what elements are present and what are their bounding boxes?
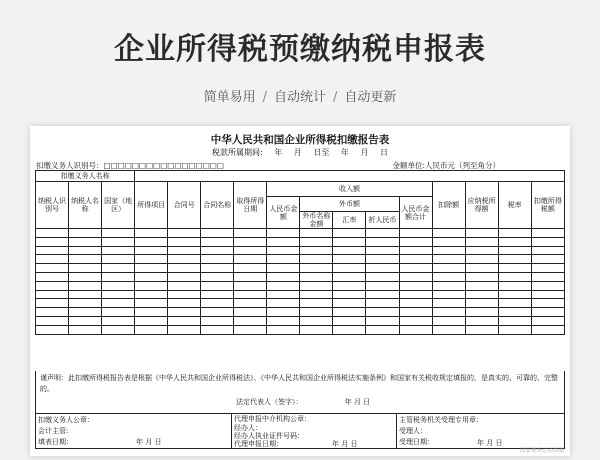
table-cell[interactable] — [201, 317, 234, 326]
table-cell[interactable] — [432, 281, 465, 290]
table-cell[interactable] — [531, 317, 564, 326]
amount-unit: 金额单位:人民币元（列至角分） — [392, 161, 500, 170]
table-cell[interactable] — [267, 325, 300, 334]
table-cell[interactable] — [201, 299, 234, 308]
legal-rep-line — [236, 397, 370, 407]
table-cell[interactable] — [432, 246, 465, 255]
table-cell[interactable] — [300, 246, 333, 255]
table-cell[interactable] — [300, 290, 333, 299]
table-row — [36, 299, 565, 308]
table-cell[interactable] — [201, 246, 234, 255]
table-cell[interactable] — [234, 281, 267, 290]
table-cell[interactable] — [333, 325, 366, 334]
declaration-text: 谨声明：此扣缴所得税报告表是根据《中华人民共和国企业所得税法》、《中华人民共和国企业所得税法实施条例》和国家有关税收规定填报的，是真实的、可靠的、完整的。 — [40, 374, 558, 393]
table-cell[interactable] — [432, 264, 465, 273]
table-cell[interactable] — [36, 255, 69, 264]
table-cell[interactable] — [234, 273, 267, 282]
table-cell[interactable] — [267, 317, 300, 326]
table-cell[interactable] — [267, 264, 300, 273]
table-cell[interactable] — [531, 325, 564, 334]
agent-name-label: 扣缴义务人名称 — [36, 171, 135, 182]
feature-easy: 简单易用 — [203, 90, 256, 105]
table-cell[interactable] — [498, 237, 531, 246]
table-cell[interactable] — [201, 290, 234, 299]
table-cell[interactable] — [36, 246, 69, 255]
form-title: 中华人民共和国企业所得税扣缴报告表 — [210, 134, 390, 146]
table-cell[interactable] — [36, 317, 69, 326]
agent-id-field: 扣缴义务人识别号：□□□□□□□□□□□□□□□□□ — [36, 161, 224, 170]
table-cell[interactable] — [168, 317, 201, 326]
table-cell[interactable] — [399, 308, 432, 317]
table-cell[interactable] — [201, 237, 234, 246]
table-cell[interactable] — [366, 246, 399, 255]
col-deduction: 扣除额 — [432, 182, 465, 229]
table-cell[interactable] — [135, 237, 168, 246]
table-cell[interactable] — [168, 246, 201, 255]
table-cell[interactable] — [36, 229, 69, 238]
table-cell[interactable] — [333, 290, 366, 299]
table-cell[interactable] — [168, 308, 201, 317]
table-cell[interactable] — [498, 317, 531, 326]
table-cell[interactable] — [399, 299, 432, 308]
table-cell[interactable] — [267, 290, 300, 299]
table-cell[interactable] — [366, 237, 399, 246]
table-cell[interactable] — [135, 290, 168, 299]
table-cell[interactable] — [531, 281, 564, 290]
table-cell[interactable] — [102, 229, 135, 238]
agency-sign-block — [231, 414, 396, 449]
footer-signatures — [35, 414, 565, 449]
feature-auto-stats: 自动统计 — [273, 90, 326, 105]
table-cell[interactable] — [366, 273, 399, 282]
table-cell[interactable] — [36, 325, 69, 334]
table-cell[interactable] — [399, 317, 432, 326]
table-cell[interactable] — [399, 229, 432, 238]
table-cell[interactable] — [267, 281, 300, 290]
table-row — [36, 237, 565, 246]
table-cell[interactable] — [69, 273, 102, 282]
table-cell[interactable] — [135, 273, 168, 282]
table-cell[interactable] — [300, 281, 333, 290]
table-cell[interactable] — [531, 290, 564, 299]
table-cell[interactable] — [465, 281, 498, 290]
col-exchange-rate: 汇率 — [333, 212, 366, 229]
table-cell[interactable] — [267, 255, 300, 264]
table-cell[interactable] — [531, 308, 564, 317]
legal-rep-date: 年 月 日 — [344, 398, 371, 406]
table-cell[interactable] — [135, 317, 168, 326]
table-cell[interactable] — [333, 264, 366, 273]
table-cell[interactable] — [234, 264, 267, 273]
table-cell[interactable] — [300, 317, 333, 326]
table-cell[interactable] — [465, 273, 498, 282]
table-cell[interactable] — [531, 237, 564, 246]
agency-seal-label: 代理申报中介机构公章： — [234, 415, 311, 423]
table-cell[interactable] — [135, 308, 168, 317]
table-cell[interactable] — [399, 325, 432, 334]
table-row — [36, 273, 565, 282]
table-cell[interactable] — [102, 273, 135, 282]
table-cell[interactable] — [102, 325, 135, 334]
col-income-item: 所得项目 — [135, 182, 168, 229]
table-cell[interactable] — [102, 299, 135, 308]
col-taxable-income: 应纳税所得额 — [465, 182, 498, 229]
table-cell[interactable] — [531, 255, 564, 264]
table-cell[interactable] — [168, 237, 201, 246]
table-cell[interactable] — [366, 281, 399, 290]
table-cell[interactable] — [432, 273, 465, 282]
table-cell[interactable] — [300, 229, 333, 238]
table-cell[interactable] — [135, 246, 168, 255]
col-contract-name: 合同名称 — [201, 182, 234, 229]
table-cell[interactable] — [366, 229, 399, 238]
table-cell[interactable] — [69, 308, 102, 317]
table-cell[interactable] — [201, 264, 234, 273]
table-cell[interactable] — [234, 246, 267, 255]
table-cell[interactable] — [69, 246, 102, 255]
table-body — [36, 229, 565, 335]
table-cell[interactable] — [333, 273, 366, 282]
table-row — [36, 229, 565, 238]
table-cell[interactable] — [267, 246, 300, 255]
period-day-to: 日至 — [313, 148, 330, 157]
table-row — [36, 264, 565, 273]
table-cell[interactable] — [300, 237, 333, 246]
tax-office-seal-label: 主管税务机关受理专用章： — [399, 416, 483, 424]
table-cell[interactable] — [135, 255, 168, 264]
table-cell[interactable] — [333, 299, 366, 308]
table-cell[interactable] — [69, 325, 102, 334]
table-cell[interactable] — [201, 255, 234, 264]
table-cell[interactable] — [498, 246, 531, 255]
table-cell[interactable] — [201, 273, 234, 282]
table-cell[interactable] — [135, 229, 168, 238]
col-tax-rate: 税率 — [498, 182, 531, 229]
table-cell[interactable] — [102, 281, 135, 290]
table-cell[interactable] — [201, 308, 234, 317]
table-cell[interactable] — [300, 325, 333, 334]
table-cell[interactable] — [36, 237, 69, 246]
col-country: 国家（地区） — [102, 182, 135, 229]
period-month-2: 月 — [360, 148, 369, 157]
table-cell[interactable] — [465, 308, 498, 317]
table-cell[interactable] — [399, 237, 432, 246]
table-cell[interactable] — [498, 264, 531, 273]
period-year-2: 年 — [340, 148, 349, 157]
table-cell[interactable] — [36, 308, 69, 317]
table-cell[interactable] — [201, 325, 234, 334]
table-cell[interactable] — [498, 308, 531, 317]
feature-auto-update: 自动更新 — [344, 90, 397, 105]
receive-date-value: 年 月 日 — [477, 439, 503, 447]
form-sheet — [30, 126, 570, 456]
table-cell[interactable] — [366, 325, 399, 334]
accountant-label: 会计主管: — [38, 427, 69, 435]
tax-period — [30, 147, 570, 158]
table-cell[interactable] — [168, 264, 201, 273]
table-cell[interactable] — [465, 264, 498, 273]
table-cell[interactable] — [69, 264, 102, 273]
table-cell[interactable] — [102, 264, 135, 273]
legal-rep-label: 法定代表人（签字）： — [236, 398, 303, 406]
fill-date-label: 填表日期： — [38, 438, 73, 446]
table-cell[interactable] — [168, 229, 201, 238]
table-cell[interactable] — [234, 308, 267, 317]
col-taxpayer-id: 纳税人识别号 — [36, 182, 69, 229]
col-rmb-total: 人民币金额合计 — [399, 197, 432, 229]
table-cell[interactable] — [102, 255, 135, 264]
table-row — [36, 246, 565, 255]
table-cell[interactable] — [69, 281, 102, 290]
table-cell[interactable] — [366, 299, 399, 308]
table-cell[interactable] — [36, 273, 69, 282]
col-taxpayer-name: 纳税人名称 — [69, 182, 102, 229]
table-cell[interactable] — [498, 229, 531, 238]
table-cell[interactable] — [135, 281, 168, 290]
table-cell[interactable] — [531, 246, 564, 255]
table-cell[interactable] — [69, 229, 102, 238]
table-cell[interactable] — [366, 255, 399, 264]
table-cell[interactable] — [201, 229, 234, 238]
table-cell[interactable] — [531, 229, 564, 238]
table-cell[interactable] — [498, 255, 531, 264]
receiver-label: 受理人： — [399, 427, 427, 435]
table-cell[interactable] — [333, 229, 366, 238]
table-cell[interactable] — [531, 299, 564, 308]
table-cell[interactable] — [366, 317, 399, 326]
table-cell[interactable] — [168, 281, 201, 290]
table-cell[interactable] — [531, 273, 564, 282]
table-cell[interactable] — [267, 299, 300, 308]
table-cell[interactable] — [399, 255, 432, 264]
agent-name-value[interactable] — [135, 171, 565, 182]
table-cell[interactable] — [432, 317, 465, 326]
table-cell[interactable] — [498, 273, 531, 282]
table-cell[interactable] — [498, 290, 531, 299]
table-cell[interactable] — [465, 246, 498, 255]
table-cell[interactable] — [432, 290, 465, 299]
table-row — [36, 317, 565, 326]
table-cell[interactable] — [267, 229, 300, 238]
table-cell[interactable] — [432, 237, 465, 246]
table-cell[interactable] — [300, 299, 333, 308]
table-cell[interactable] — [36, 281, 69, 290]
handler-label: 经办人： — [234, 424, 262, 432]
table-cell[interactable] — [399, 290, 432, 299]
table-cell[interactable] — [300, 264, 333, 273]
table-row — [36, 255, 565, 264]
table-cell[interactable] — [465, 299, 498, 308]
table-cell[interactable] — [333, 255, 366, 264]
tax-office-block — [396, 414, 566, 449]
col-withheld-tax: 扣缴所得税额 — [531, 182, 564, 229]
table-cell[interactable] — [399, 246, 432, 255]
table-cell[interactable] — [135, 325, 168, 334]
table-cell[interactable] — [102, 246, 135, 255]
agency-date-value: 年 月 日 — [332, 440, 358, 448]
table-cell[interactable] — [399, 281, 432, 290]
table-cell[interactable] — [234, 325, 267, 334]
table-cell[interactable] — [300, 255, 333, 264]
table-cell[interactable] — [399, 273, 432, 282]
table-cell[interactable] — [432, 255, 465, 264]
period-month: 月 — [293, 148, 302, 157]
table-cell[interactable] — [135, 299, 168, 308]
table-cell[interactable] — [300, 308, 333, 317]
table-cell[interactable] — [498, 325, 531, 334]
period-day-2: 日 — [379, 148, 388, 157]
table-cell[interactable] — [69, 317, 102, 326]
col-contract-no: 合同号 — [168, 182, 201, 229]
tax-period-label: 税款所属期间: — [212, 148, 263, 157]
table-cell[interactable] — [465, 255, 498, 264]
table-cell[interactable] — [36, 299, 69, 308]
table-cell[interactable] — [168, 290, 201, 299]
agent-sign-block — [36, 414, 231, 449]
table-cell[interactable] — [531, 264, 564, 273]
col-foreign-currency: 外币额 — [300, 197, 399, 212]
table-cell[interactable] — [69, 299, 102, 308]
table-cell[interactable] — [399, 264, 432, 273]
table-cell[interactable] — [465, 325, 498, 334]
table-cell[interactable] — [234, 255, 267, 264]
table-cell[interactable] — [168, 273, 201, 282]
table-cell[interactable] — [465, 290, 498, 299]
table-cell[interactable] — [333, 281, 366, 290]
feature-tagline — [0, 86, 600, 105]
table-cell[interactable] — [267, 273, 300, 282]
table-cell[interactable] — [333, 237, 366, 246]
table-cell[interactable] — [465, 229, 498, 238]
separator: / — [262, 90, 267, 105]
table-cell[interactable] — [465, 317, 498, 326]
watermark: 国家税务总局监制 — [519, 448, 564, 454]
table-cell[interactable] — [201, 281, 234, 290]
table-cell[interactable] — [333, 308, 366, 317]
handler-cert-label: 经办人执业证件号码： — [234, 432, 304, 440]
agency-date-label: 代理申报日期： — [234, 440, 283, 448]
table-cell[interactable] — [432, 325, 465, 334]
table-cell[interactable] — [498, 299, 531, 308]
table-cell[interactable] — [69, 290, 102, 299]
table-cell[interactable] — [168, 299, 201, 308]
table-cell[interactable] — [333, 317, 366, 326]
table-row — [36, 308, 565, 317]
period-year: 年 — [274, 148, 283, 157]
table-cell[interactable] — [69, 255, 102, 264]
table-cell[interactable] — [465, 237, 498, 246]
table-cell[interactable] — [168, 325, 201, 334]
col-foreign-amount: 外币名称金额 — [300, 212, 333, 229]
table-cell[interactable] — [498, 281, 531, 290]
declaration-box — [35, 371, 565, 414]
withholding-table — [35, 170, 565, 335]
table-cell[interactable] — [102, 290, 135, 299]
table-cell[interactable] — [234, 290, 267, 299]
table-cell[interactable] — [69, 237, 102, 246]
table-cell[interactable] — [333, 246, 366, 255]
page-title: 企业所得税预缴纳税申报表 — [114, 32, 486, 67]
table-cell[interactable] — [102, 308, 135, 317]
table-row — [36, 281, 565, 290]
table-cell[interactable] — [432, 229, 465, 238]
table-cell[interactable] — [168, 255, 201, 264]
table-cell[interactable] — [267, 237, 300, 246]
col-income-date: 取得所得日期 — [234, 182, 267, 229]
separator: / — [333, 90, 338, 105]
table-cell[interactable] — [234, 299, 267, 308]
col-rmb-amount: 人民币金额 — [267, 197, 300, 229]
agent-seal-label: 扣缴义务人公章： — [38, 416, 94, 424]
table-row — [36, 290, 565, 299]
table-cell[interactable] — [36, 290, 69, 299]
table-cell[interactable] — [36, 264, 69, 273]
col-rmb-equiv: 折人民币 — [366, 212, 399, 229]
table-cell[interactable] — [432, 299, 465, 308]
table-cell[interactable] — [267, 308, 300, 317]
table-cell[interactable] — [234, 229, 267, 238]
table-cell[interactable] — [300, 273, 333, 282]
table-cell[interactable] — [102, 237, 135, 246]
table-cell[interactable] — [366, 290, 399, 299]
table-cell[interactable] — [234, 317, 267, 326]
table-row — [36, 325, 565, 334]
table-cell[interactable] — [366, 308, 399, 317]
table-cell[interactable] — [102, 317, 135, 326]
fill-date-value: 年 月 日 — [136, 438, 162, 446]
table-cell[interactable] — [366, 264, 399, 273]
table-cell[interactable] — [432, 308, 465, 317]
table-cell[interactable] — [234, 237, 267, 246]
receive-date-label: 受理日期： — [399, 438, 434, 446]
col-income-amount: 收入额 — [267, 182, 432, 197]
table-cell[interactable] — [135, 264, 168, 273]
